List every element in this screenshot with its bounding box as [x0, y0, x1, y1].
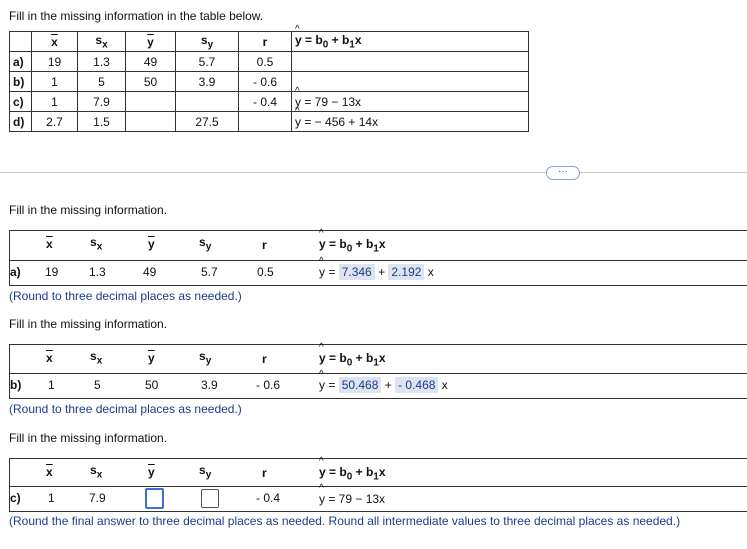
section-c-header-r: r: [262, 466, 267, 480]
section-b-header-r: r: [262, 352, 267, 366]
section-b-sx: 5: [94, 378, 101, 392]
header-sy: $s_y$: [200, 32, 214, 51]
section-b-header-sy: $s_y$: [199, 349, 212, 367]
b1-answer: 2.192: [388, 264, 424, 280]
section-a-row-label: a): [10, 265, 21, 279]
section-b-header-sx: $s_x$: [90, 349, 103, 367]
section-a-y: 49: [143, 265, 157, 279]
row-d-equation: ^ y = − 456 + 14x: [295, 115, 378, 129]
section-b-equation: ^ y = 50.468 + - 0.468 x: [319, 377, 448, 393]
section-a-sy: 5.7: [201, 265, 218, 279]
header-x: $\overline{x}$: [51, 34, 58, 49]
table-header-row: [10, 32, 529, 52]
section-c-row-label: c): [10, 491, 21, 505]
y-bar-input[interactable]: [145, 488, 164, 509]
section-a-header-equation: ^ $y = b_0 + b_1x$: [319, 237, 386, 254]
section-c-title: Fill in the missing information.: [9, 431, 168, 445]
section-a-header-x: $\overline{x}$: [46, 237, 53, 251]
b0-answer: 7.346: [339, 264, 375, 280]
section-a-header-y: $\overline{y}$: [148, 237, 155, 251]
section-a-equation: ^ y = 7.346 + 2.192 x: [319, 264, 434, 280]
section-b-x: 1: [48, 378, 55, 392]
section-c-equation: ^ y = 79 − 13x: [319, 492, 385, 506]
header-r: r: [262, 34, 268, 49]
section-b-y: 50: [145, 378, 159, 392]
section-b-sy: 3.9: [201, 378, 218, 392]
section-b-header-equation: ^ $y = b_0 + b_1x$: [319, 351, 386, 368]
section-a-header-sx: $s_x$: [90, 235, 103, 253]
section-b-row-label: b): [10, 378, 22, 392]
section-c-header-y: $\overline{y}$: [148, 465, 155, 479]
table-row: a) 19 1.3 49 5.7 0.5: [10, 52, 529, 72]
section-divider: [0, 172, 546, 173]
section-a-header-r: r: [262, 238, 267, 252]
section-b-header-y: $\overline{y}$: [148, 351, 155, 365]
sy-input[interactable]: [201, 489, 219, 508]
section-a-sx: 1.3: [89, 265, 106, 279]
table-row: b) 1 5 50 3.9 - 0.6: [10, 72, 529, 92]
row-c-equation: ^ y = 79 − 13x: [295, 95, 361, 109]
section-a-note: (Round to three decimal places as needed.): [9, 289, 242, 303]
section-c-header-equation: ^ $y = b_0 + b_1x$: [319, 465, 386, 482]
intro-text: Fill in the missing information in the table below.: [9, 9, 264, 23]
section-a-title: Fill in the missing information.: [9, 203, 168, 217]
section-b-header-x: $\overline{x}$: [46, 351, 53, 365]
section-b-r: - 0.6: [256, 378, 281, 392]
more-options-button[interactable]: ···: [546, 166, 580, 180]
section-c-header-x: $\overline{x}$: [46, 465, 53, 479]
header-y: $\overline{y}$: [147, 34, 154, 49]
section-c-x: 1: [48, 491, 55, 505]
section-divider: [578, 172, 747, 173]
b1-answer: - 0.468: [395, 377, 438, 393]
section-c-header-sy: $s_y$: [199, 463, 212, 481]
section-a-x: 19: [45, 265, 59, 279]
section-c-note: (Round the final answer to three decimal places as needed. Round all intermediate values to three decimal places as needed.): [9, 514, 681, 528]
header-equation: ^ $y = b_0 + b_1x$: [295, 33, 362, 47]
b0-answer: 50.468: [339, 377, 382, 393]
table-row: d) 2.7 1.5 27.5 ^ y = − 456 + 14x: [10, 112, 529, 132]
section-a-r: 0.5: [257, 265, 274, 279]
section-b-title: Fill in the missing information.: [9, 317, 168, 331]
section-c-header-sx: $s_x$: [90, 463, 103, 481]
section-c-r: - 0.4: [256, 491, 281, 505]
section-c-sx: 7.9: [89, 491, 106, 505]
summary-table: [9, 31, 529, 132]
header-sx: $s_x$: [95, 32, 108, 51]
section-b-note: (Round to three decimal places as needed.): [9, 402, 242, 416]
section-a-header-sy: $s_y$: [199, 235, 212, 253]
table-row: c) 1 7.9 - 0.4 ^ y = 79 − 13x: [10, 92, 529, 112]
